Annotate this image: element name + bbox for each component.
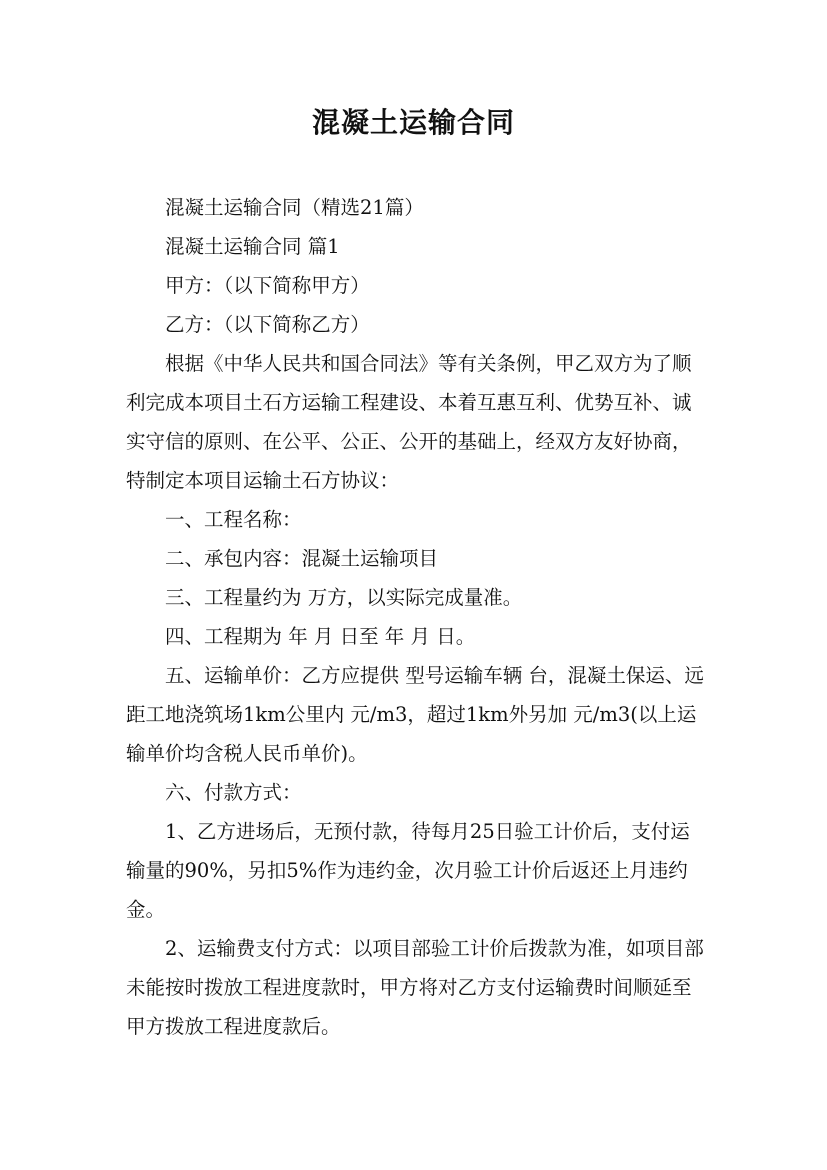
paragraph-payment-2: 2、运输费支付方式：以项目部验工计价后拨款为准，如项目部未能按时拨放工程进度款时，甲方将对乙方支付运输费时间顺延至甲方拨放工程进度款后。	[126, 937, 704, 1038]
paragraph-clause-4: 四、工程期为 年 月 日至 年 月 日。	[165, 625, 476, 648]
document-body	[126, 188, 708, 1046]
paragraph-section-heading: 混凝土运输合同 篇1	[165, 235, 340, 258]
paragraph-party-b: 乙方：（以下简称乙方）	[165, 313, 370, 336]
paragraph-clause-6: 六、付款方式：	[165, 781, 302, 804]
paragraph-clause-3: 三、工程量约为 万方，以实际完成量准。	[165, 586, 523, 609]
paragraph-preamble: 根据《中华人民共和国合同法》等有关条例，甲乙双方为了顺利完成本项目土石方运输工程建设、本着互惠互利、优势互补、诚实守信的原则、在公平、公正、公开的基础上，经双方友好协商，特制定本项目运输土石方协议：	[126, 352, 692, 492]
paragraph-party-a: 甲方：（以下简称甲方）	[165, 274, 370, 297]
paragraph-clause-5: 五、运输单价：乙方应提供 型号运输车辆 台，混凝土保运、远距工地浇筑场1km公里内 元/m3，超过1km外另加 元/m3(以上运输单价均含税人民币单价)。	[126, 664, 704, 765]
document-title: 混凝土运输合同	[311, 106, 515, 139]
paragraph-subtitle: 混凝土运输合同（精选21篇）	[165, 196, 424, 219]
paragraph-clause-2: 二、承包内容：混凝土运输项目	[165, 547, 439, 570]
paragraph-payment-1: 1、乙方进场后，无预付款，待每月25日验工计价后，支付运输量的90%，另扣5%作为违约金，次月验工计价后返还上月违约金。	[126, 820, 690, 921]
paragraph-clause-1: 一、工程名称：	[165, 508, 302, 531]
